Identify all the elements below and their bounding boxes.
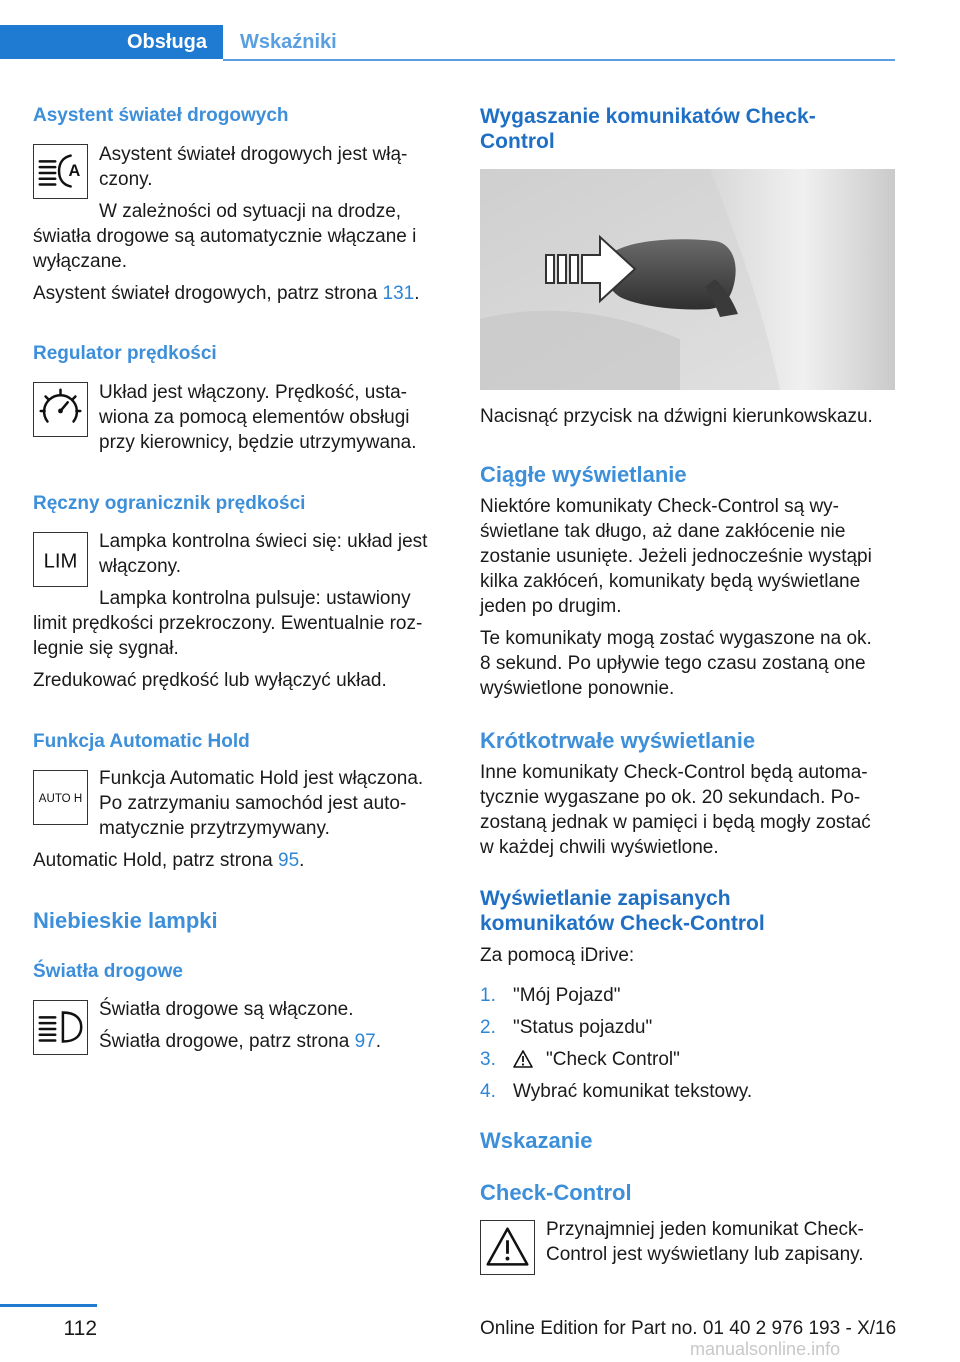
limiter-text-2c: legnie się sygnał. — [33, 638, 179, 659]
limiter-text-2b: limit prędkości przekroczony. Ewentualnie roz‐ — [33, 613, 423, 634]
short-text-1d: w każdej chwili wyświetlone. — [480, 837, 719, 858]
page-link-97[interactable]: 97 — [354, 1031, 376, 1052]
indication-text-1b: Control jest wyświetlany lub zapisany. — [546, 1244, 864, 1265]
auto-hold-text-1b: Po zatrzymaniu samochód jest auto‐ — [99, 793, 407, 814]
step-text: "Check Control" — [546, 1049, 680, 1070]
reference-text: Asystent świateł drogowych, patrz strona — [33, 283, 383, 304]
step-number: 1. — [480, 985, 496, 1006]
high-beam-assist-text-1b: czony. — [99, 169, 153, 190]
section-heading-speed-limiter: Ręczny ogranicznik prędkości — [33, 493, 306, 514]
turn-signal-lever-photo — [480, 169, 895, 390]
warning-triangle-icon — [480, 1220, 535, 1275]
limiter-text-1a: Lampka kontrolna świeci się: układ jest — [99, 531, 428, 552]
page-link-131[interactable]: 131 — [382, 283, 415, 304]
warning-small-icon — [513, 1050, 533, 1068]
edition-text: Online Edition for Part no. 01 40 2 976 193 - X/16 — [480, 1318, 897, 1339]
high-beam-assist-icon — [33, 144, 88, 199]
continuous-text-1e: jeden po drugim. — [480, 596, 622, 617]
short-text-1b: tycznie wygaszane po ok. 20 sekundach. Po‐ — [480, 787, 861, 808]
lim-icon — [33, 532, 88, 587]
step-text: "Mój Pojazd" — [513, 985, 621, 1006]
limiter-text-2a: Lampka kontrolna pulsuje: ustawiony — [99, 588, 411, 609]
continuous-text-1b: świetlane tak długo, aż dane zakłócenie nie — [480, 521, 846, 542]
reference-text: Automatic Hold, patrz strona — [33, 850, 278, 871]
section-heading-auto-hold: Funkcja Automatic Hold — [33, 731, 250, 752]
high-beam-icon — [33, 1000, 88, 1055]
tab-wskazniki[interactable]: Wskaźniki — [240, 31, 337, 53]
section-heading-stored-a: Wyświetlanie zapisanych — [480, 887, 731, 910]
section-heading-high-beam-assist: Asystent świateł drogowych — [33, 105, 289, 126]
footer-rule — [0, 1304, 97, 1307]
auto-hold-reference — [33, 848, 304, 873]
step-text: "Status pojazdu" — [513, 1017, 653, 1038]
section-heading-stored-b: komunikatów Check-Control — [480, 912, 765, 935]
high-beam-assist-reference — [33, 281, 420, 306]
continuous-text-2b: 8 sekund. Po upływie tego czasu zostaną one — [480, 653, 866, 674]
auto-h-icon-label: AUTO H — [38, 792, 83, 805]
high-beam-assist-text-1: Asystent świateł drogowych jest włą‐ — [99, 144, 408, 165]
svg-text:A: A — [68, 161, 81, 180]
reference-end: . — [299, 850, 305, 871]
watermark: manualsonline.info — [690, 1339, 841, 1359]
header-tabbar — [0, 25, 895, 61]
continuous-text-2c: wyświetlone ponownie. — [480, 678, 675, 699]
high-beam-reference — [99, 1029, 381, 1054]
section-heading-indication: Wskazanie — [480, 1128, 593, 1153]
indication-text-1a: Przynajmniej jeden komunikat Check- — [546, 1219, 864, 1240]
section-heading-cruise-control: Regulator prędkości — [33, 343, 217, 364]
suppress-caption: Nacisnąć przycisk na dźwigni kierunkowskazu. — [480, 406, 873, 427]
stored-intro: Za pomocą iDrive: — [480, 945, 635, 966]
high-beam-assist-text-2c: wyłączane. — [33, 251, 127, 272]
short-text-1c: zostaną jednak w pamięci i będą mogły zostać — [480, 812, 871, 833]
short-text-1a: Inne komunikaty Check-Control będą automa‐ — [480, 762, 868, 783]
cruise-text-1b: wiona za pomocą elementów obsługi — [99, 407, 410, 428]
step-number: 3. — [480, 1049, 496, 1070]
limiter-text-3: Zredukować prędkość lub wyłączyć układ. — [33, 670, 387, 691]
continuous-text-2a: Te komunikaty mogą zostać wygaszone na ok. — [480, 628, 872, 649]
high-beam-assist-text-2b: światła drogowe są automatycznie włączane i — [33, 226, 417, 247]
auto-hold-text-1c: matycznie przytrzymywany. — [99, 818, 330, 839]
high-beam-text-1: Światła drogowe są włączone. — [99, 999, 354, 1020]
auto-hold-text-1a: Funkcja Automatic Hold jest włączona. — [99, 768, 424, 789]
step-number: 4. — [480, 1081, 496, 1102]
page-link-95[interactable]: 95 — [278, 850, 300, 871]
subheading-high-beam: Światła drogowe — [33, 961, 183, 982]
high-beam-assist-text-2a: W zależności od sytuacji na drodze, — [99, 201, 402, 222]
section-heading-suppress-a: Wygaszanie komunikatów Check- — [480, 105, 816, 128]
section-heading-continuous: Ciągłe wyświetlanie — [480, 462, 687, 487]
reference-text: Światła drogowe, patrz strona — [99, 1031, 355, 1052]
section-heading-blue-lamps: Niebieskie lampki — [33, 908, 218, 933]
continuous-text-1a: Niektóre komunikaty Check-Control są wy‐ — [480, 496, 840, 517]
step-number: 2. — [480, 1017, 496, 1038]
continuous-text-1c: zostanie usunięte. Jeżeli jednocześnie wystąpi — [480, 546, 872, 567]
reference-end: . — [414, 283, 420, 304]
continuous-text-1d: kilka zakłóceń, komunikaty będą wyświetlane — [480, 571, 861, 592]
auto-h-icon — [33, 770, 88, 825]
section-heading-suppress-b: Control — [480, 130, 555, 153]
tab-underline — [223, 59, 895, 61]
limiter-text-1b: włączony. — [99, 556, 182, 577]
subheading-check-control: Check-Control — [480, 1180, 632, 1205]
tab-obsluga[interactable]: Obsługa — [0, 25, 223, 59]
step-text: Wybrać komunikat tekstowy. — [513, 1081, 753, 1102]
reference-end: . — [375, 1031, 381, 1052]
cruise-text-1a: Układ jest włączony. Prędkość, usta‐ — [99, 382, 407, 403]
section-heading-short: Krótkotrwałe wyświetlanie — [480, 728, 756, 753]
page-number: 112 — [63, 1317, 97, 1340]
cruise-text-1c: przy kierownicy, będzie utrzymywana. — [99, 432, 417, 453]
lim-icon-label: LIM — [43, 550, 78, 573]
cruise-control-icon — [33, 382, 88, 437]
